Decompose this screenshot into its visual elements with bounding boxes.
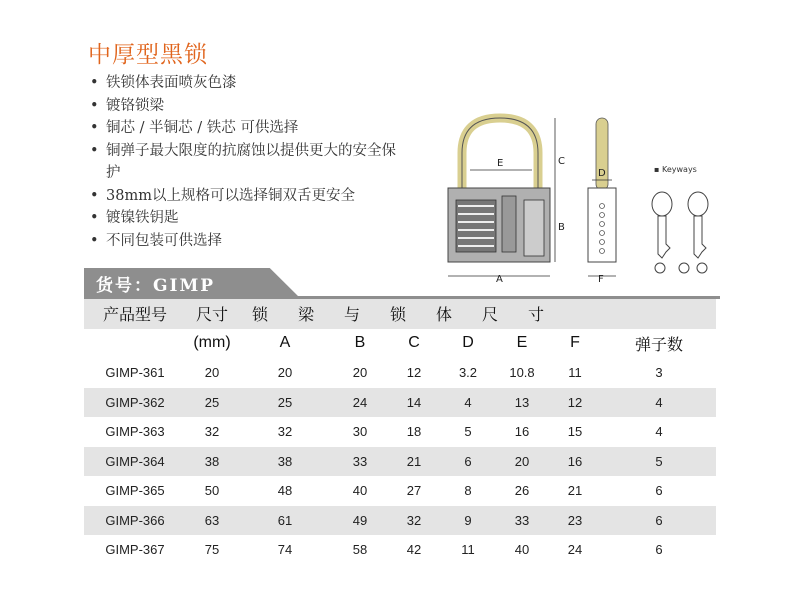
table-cell: 30 <box>352 424 368 440</box>
table-header-row <box>84 329 716 359</box>
table-cell: GIMP-363 <box>105 424 165 440</box>
table-cell: 12 <box>548 388 602 418</box>
keyway-profile-icon <box>655 263 665 273</box>
table-cell: 3 <box>655 365 663 381</box>
header-col-e: E <box>516 334 528 352</box>
table-cell: 8 <box>464 483 472 499</box>
header-size: 尺寸 <box>186 299 238 329</box>
feature-item: • 镀铬锁梁 <box>90 95 406 118</box>
table-cell: 20 <box>204 365 220 381</box>
feature-item: • 镀镍铁钥匙 <box>90 207 406 230</box>
header-model: 产品型号 <box>84 299 186 329</box>
keyways-illustration <box>640 162 720 282</box>
table-cell: 38 <box>238 447 332 477</box>
table-cell: 42 <box>406 542 422 558</box>
table-cell: 14 <box>388 388 440 418</box>
table-cell: 27 <box>406 483 422 499</box>
table-cell: 4 <box>440 388 496 418</box>
table-cell: 3.2 <box>458 365 478 381</box>
table-row <box>84 476 716 506</box>
table-cell: GIMP-365 <box>105 483 165 499</box>
table-cell: 75 <box>204 542 220 558</box>
table-cell: 33 <box>332 447 388 477</box>
table-cell: 9 <box>440 506 496 536</box>
key-icon <box>652 192 672 258</box>
table-row <box>84 506 716 536</box>
dim-a-label: A <box>496 274 503 285</box>
feature-item: • 不同包装可供选择 <box>90 230 406 253</box>
table-row <box>84 417 716 447</box>
table-cell: 5 <box>602 447 716 477</box>
table-row <box>84 535 716 565</box>
table-cell: 13 <box>496 388 548 418</box>
table-cell: 50 <box>204 483 220 499</box>
item-number-text: 货号：GIMP <box>96 276 216 296</box>
table-cell: 6 <box>440 447 496 477</box>
table-cell: 5 <box>464 424 472 440</box>
table-cell: 21 <box>567 483 583 499</box>
table-cell: 6 <box>602 506 716 536</box>
table-cell: 74 <box>277 542 293 558</box>
table-cell: 23 <box>548 506 602 536</box>
table-cell: 40 <box>514 542 530 558</box>
table-cell: 38 <box>186 447 238 477</box>
svg-text:▪: ▪ <box>654 165 660 174</box>
header-col-c: C <box>408 334 420 352</box>
table-cell: GIMP-361 <box>105 365 165 381</box>
header-col-b: B <box>354 334 366 352</box>
table-cell: 33 <box>496 506 548 536</box>
table-cell: 63 <box>186 506 238 536</box>
table-cell: 24 <box>567 542 583 558</box>
dim-c-label: C <box>558 156 565 167</box>
feature-item: • 38mm以上规格可以选择铜双舌更安全 <box>90 185 406 208</box>
spec-table <box>84 299 716 565</box>
table-cell: 4 <box>602 388 716 418</box>
feature-list <box>90 72 406 252</box>
table-cell: 12 <box>406 365 422 381</box>
keyway-profile-icon <box>697 263 707 273</box>
table-cell: 11 <box>461 542 475 558</box>
table-cell: 20 <box>352 365 368 381</box>
table-cell: 24 <box>332 388 388 418</box>
dim-d-label: D <box>598 168 606 179</box>
feature-item: • 铜芯 / 半铜芯 / 铁芯 可供选择 <box>90 117 406 140</box>
table-cell: GIMP-366 <box>84 506 186 536</box>
dim-b-label: B <box>558 222 565 233</box>
table-row <box>84 447 716 477</box>
header-col-a: A <box>279 334 291 352</box>
table-cell: 25 <box>238 388 332 418</box>
header-dims: 锁梁与锁体尺寸 <box>238 299 602 329</box>
header-pins: 弹子数 <box>635 336 684 354</box>
table-cell: 16 <box>514 424 530 440</box>
table-cell: 6 <box>655 542 663 558</box>
table-cell: 11 <box>568 365 582 381</box>
table-cell: 15 <box>567 424 583 440</box>
keyways-label: Keyways <box>662 165 697 174</box>
header-mm: (mm) <box>193 334 231 352</box>
table-cell: GIMP-367 <box>105 542 165 558</box>
table-header-row <box>84 299 716 329</box>
table-cell: 58 <box>352 542 368 558</box>
table-cell: 18 <box>406 424 422 440</box>
table-cell: GIMP-364 <box>84 447 186 477</box>
table-cell: 21 <box>388 447 440 477</box>
table-cell: 49 <box>332 506 388 536</box>
table-cell: GIMP-362 <box>84 388 186 418</box>
page-title: 中厚型黑锁 <box>88 42 208 68</box>
feature-item: • 铜弹子最大限度的抗腐蚀以提供更大的安全保护 <box>90 140 406 185</box>
dim-e-label: E <box>497 158 504 169</box>
table-cell: 10.8 <box>509 365 535 381</box>
table-cell: 20 <box>277 365 293 381</box>
table-row <box>84 358 716 388</box>
table-cell: 32 <box>204 424 220 440</box>
table-row <box>84 388 716 418</box>
table-cell: 26 <box>514 483 530 499</box>
header-col-f: F <box>570 334 580 352</box>
padlock-dimension-drawing <box>440 108 640 288</box>
table-cell: 25 <box>186 388 238 418</box>
key-icon <box>688 192 708 258</box>
table-cell: 6 <box>655 483 663 499</box>
table-cell: 32 <box>277 424 293 440</box>
table-cell: 40 <box>352 483 368 499</box>
table-cell: 4 <box>655 424 663 440</box>
table-cell: 16 <box>548 447 602 477</box>
dim-f-label: F <box>598 274 604 285</box>
header-col-d: D <box>462 334 474 352</box>
table-cell: 61 <box>238 506 332 536</box>
table-cell: 20 <box>496 447 548 477</box>
table-cell: 48 <box>277 483 293 499</box>
table-cell: 32 <box>388 506 440 536</box>
keyway-profile-icon <box>679 263 689 273</box>
feature-item: • 铁锁体表面喷灰色漆 <box>90 72 406 95</box>
